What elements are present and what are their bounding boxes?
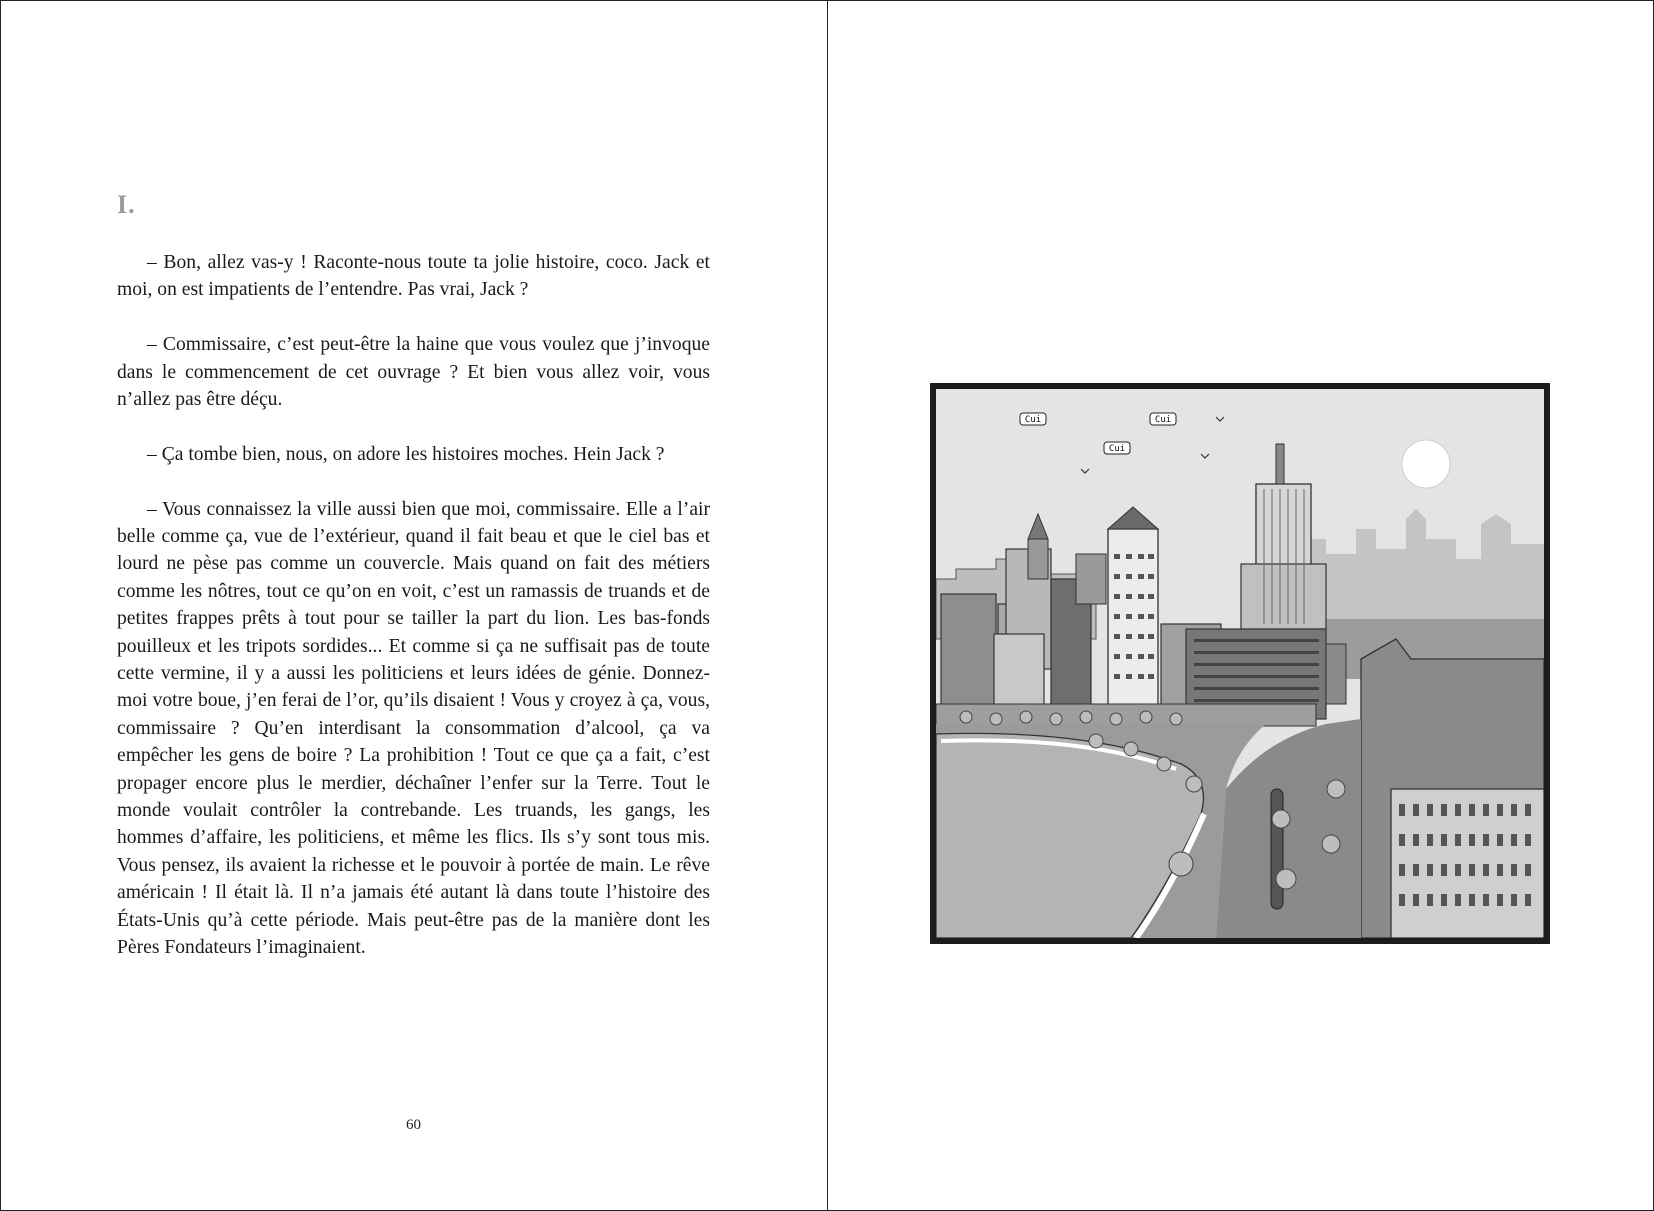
sun-icon <box>1402 440 1450 488</box>
body-text <box>117 249 710 962</box>
paragraph: – Ça tombe bien, nous, on adore les histoires moches. Hein Jack ? <box>147 443 665 465</box>
city-skyline-image <box>936 389 1544 938</box>
bird-label: Cui <box>1024 415 1042 425</box>
city-illustration <box>930 383 1550 944</box>
paragraph: – Commissaire, c’est peut-être la haine que vous voulez que j’invoque dans le commencement de cet ouvrage ? Et bien vous allez voir, vous n’allez pas être déçu. <box>117 334 710 411</box>
bird-label: Cui <box>1108 444 1126 454</box>
paragraph: – Vous connaissez la ville aussi bien que moi, commissaire. Elle a l’air belle comme ça, vue de l’extérieur, quand il fait beau et que le ciel bas et lourd ne pèse pas comme un couvercle. Mais quand on fait des métiers comme les nôtres, tout ce qu’on en voit, c’est un ramassis de truands et de petites frappes prêts à tout pour se tailler la part du lion. Les bas-fonds pouilleux et les tripots sordides... Et comme si ça ne suffisait pas de toute cette vermine, il y a aussi les politiciens et leurs idées de génie. Donnez-moi votre boue, j’en ferai de l’or, qu’ils disaient ! Vous y croyez à ça, vous, commissaire ? Qu’en interdisant la consommation d’alcool, ça va empêcher les gens de boire ? La prohibition ! Tout ce que ça a fait, c’est propager encore plus le merdier, déchaîner l’enfer sur la Terre. Tout le monde voulait contrôler la contrebande. Les truands, les gangs, les hommes d’affaire, les politiciens, et même les flics. Ils s’y sont tous mis. Vous pensez, ils avaient la richesse et le pouvoir à portée de main. Le rêve américain ! Il était là. Il n’a jamais été autant là dans toute l’histoire des États-Unis qu’à cette période. Mais peut-être pas de la manière dont les Pères Fondateurs l’imaginaient. <box>117 498 710 959</box>
paragraph: – Bon, allez vas-y ! Raconte-nous toute ta jolie histoire, coco. Jack et moi, on est impatients de l’entendre. Pas vrai, Jack ? <box>117 252 710 301</box>
bird-label: Cui <box>1154 415 1172 425</box>
page-number: 60 <box>406 1117 421 1133</box>
chapter-number: I. <box>117 190 136 219</box>
